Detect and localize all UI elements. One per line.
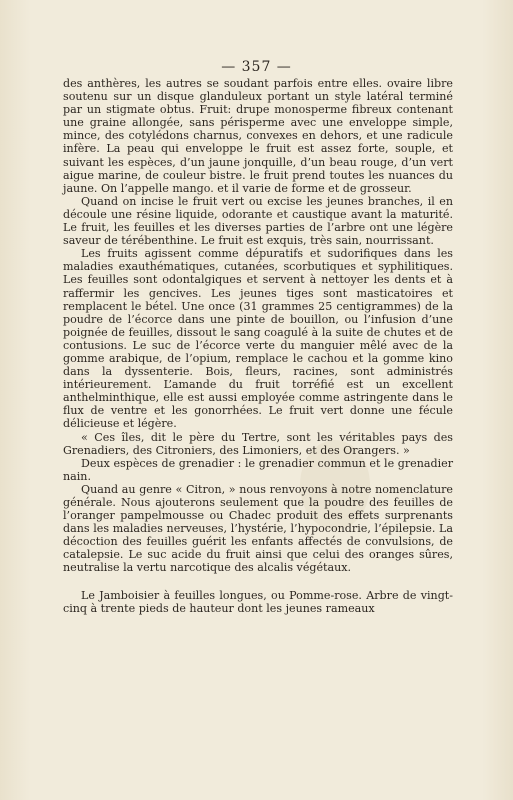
paragraph: Deux espèces de grenadier : le grenadier commun et le grenadier nain.: [63, 456, 453, 483]
paragraph: Le Jamboisier à feuilles longues, ou Pomme-rose. Arbre de vingt-cinq à trente pieds de hauteur dont les jeunes rameaux: [63, 588, 453, 615]
paragraph-gap: [63, 575, 453, 589]
paragraph: des anthères, les autres se soudant parfois entre elles. ovaire libre soutenu sur un disque glanduleux portant un style latéral terminé par un stigmate obtus. Fruit: drupe monosperme fibreux contenant une graine allongée, sans périsperme avec une enveloppe simple, mince, des cotylédons charnus, convexes en dehors, et une radicule infère. La peau qui enveloppe le fruit est assez forte, souple, et suivant les espèces, d’un jaune jonquille, d’un beau rouge, d’un vert aigue marine, de couleur bistre. le fruit prend toutes les nuances du jaune. On l’appelle mango. et il varie de forme et de grosseur.: [63, 77, 453, 195]
paragraph: Quand on incise le fruit vert ou excise les jeunes branches, il en découle une résine liquide, odorante et caustique avant la maturité. Le fruit, les feuilles et les diverses parties de l’arbre ont une légère saveur de térébenthine. Le fruit est exquis, très sain, nourrissant.: [63, 194, 453, 248]
paragraph: Quand au genre « Citron, » nous renvoyons à notre nomenclature générale. Nous ajouterons seulement que la poudre des feuilles de l’oranger pampelmousse ou Chadec produit des effets surprenants dans les maladies nerveuses, l’hystérie, l’hypocondrie, l’épilepsie. La décoction des feuilles guérit les enfants affectés de convulsions, de catalepsie. Le suc acide du fruit ainsi que celui des oranges sûres, neutralise la vertu narcotique des alcalis végétaux.: [63, 482, 453, 575]
paragraph: « Ces îles, dit le père du Tertre, sont les véritables pays des Grenadiers, des Citroniers, des Limoniers, et des Orangers. »: [63, 430, 453, 457]
paragraph: Les fruits agissent comme dépuratifs et sudorifiques dans les maladies exauthématiques, cutanées, scorbutiques et syphilitiques. Les feuilles sont odontalgiques et servent à nettoyer les dents et à raffermir les gencives. Les jeunes tiges sont masticatoires et remplacent le bétel. Une once (31 grammes 25 centigrammes) de la poudre de l’écorce dans une pinte de bouillon, ou l’infusion d’une poignée de feuilles, dissout le sang coagulé à la suite de chutes et de contusions. Le suc de l’écorce verte du manguier mêlé avec de la gomme arabique, de l’opium, remplace le cachou et la gomme kino dans la dyssenterie. Bois, fleurs, racines, sont administrés intérieurement. L’amande du fruit torréfié est un excellent anthelminthique, elle est aussi employée comme astringente dans le flux de ventre et les gonorrhées. Le fruit vert donne une fécule délicieuse et légère.: [63, 247, 453, 431]
page-body: [63, 77, 453, 615]
page-number: — 357 —: [221, 59, 292, 75]
